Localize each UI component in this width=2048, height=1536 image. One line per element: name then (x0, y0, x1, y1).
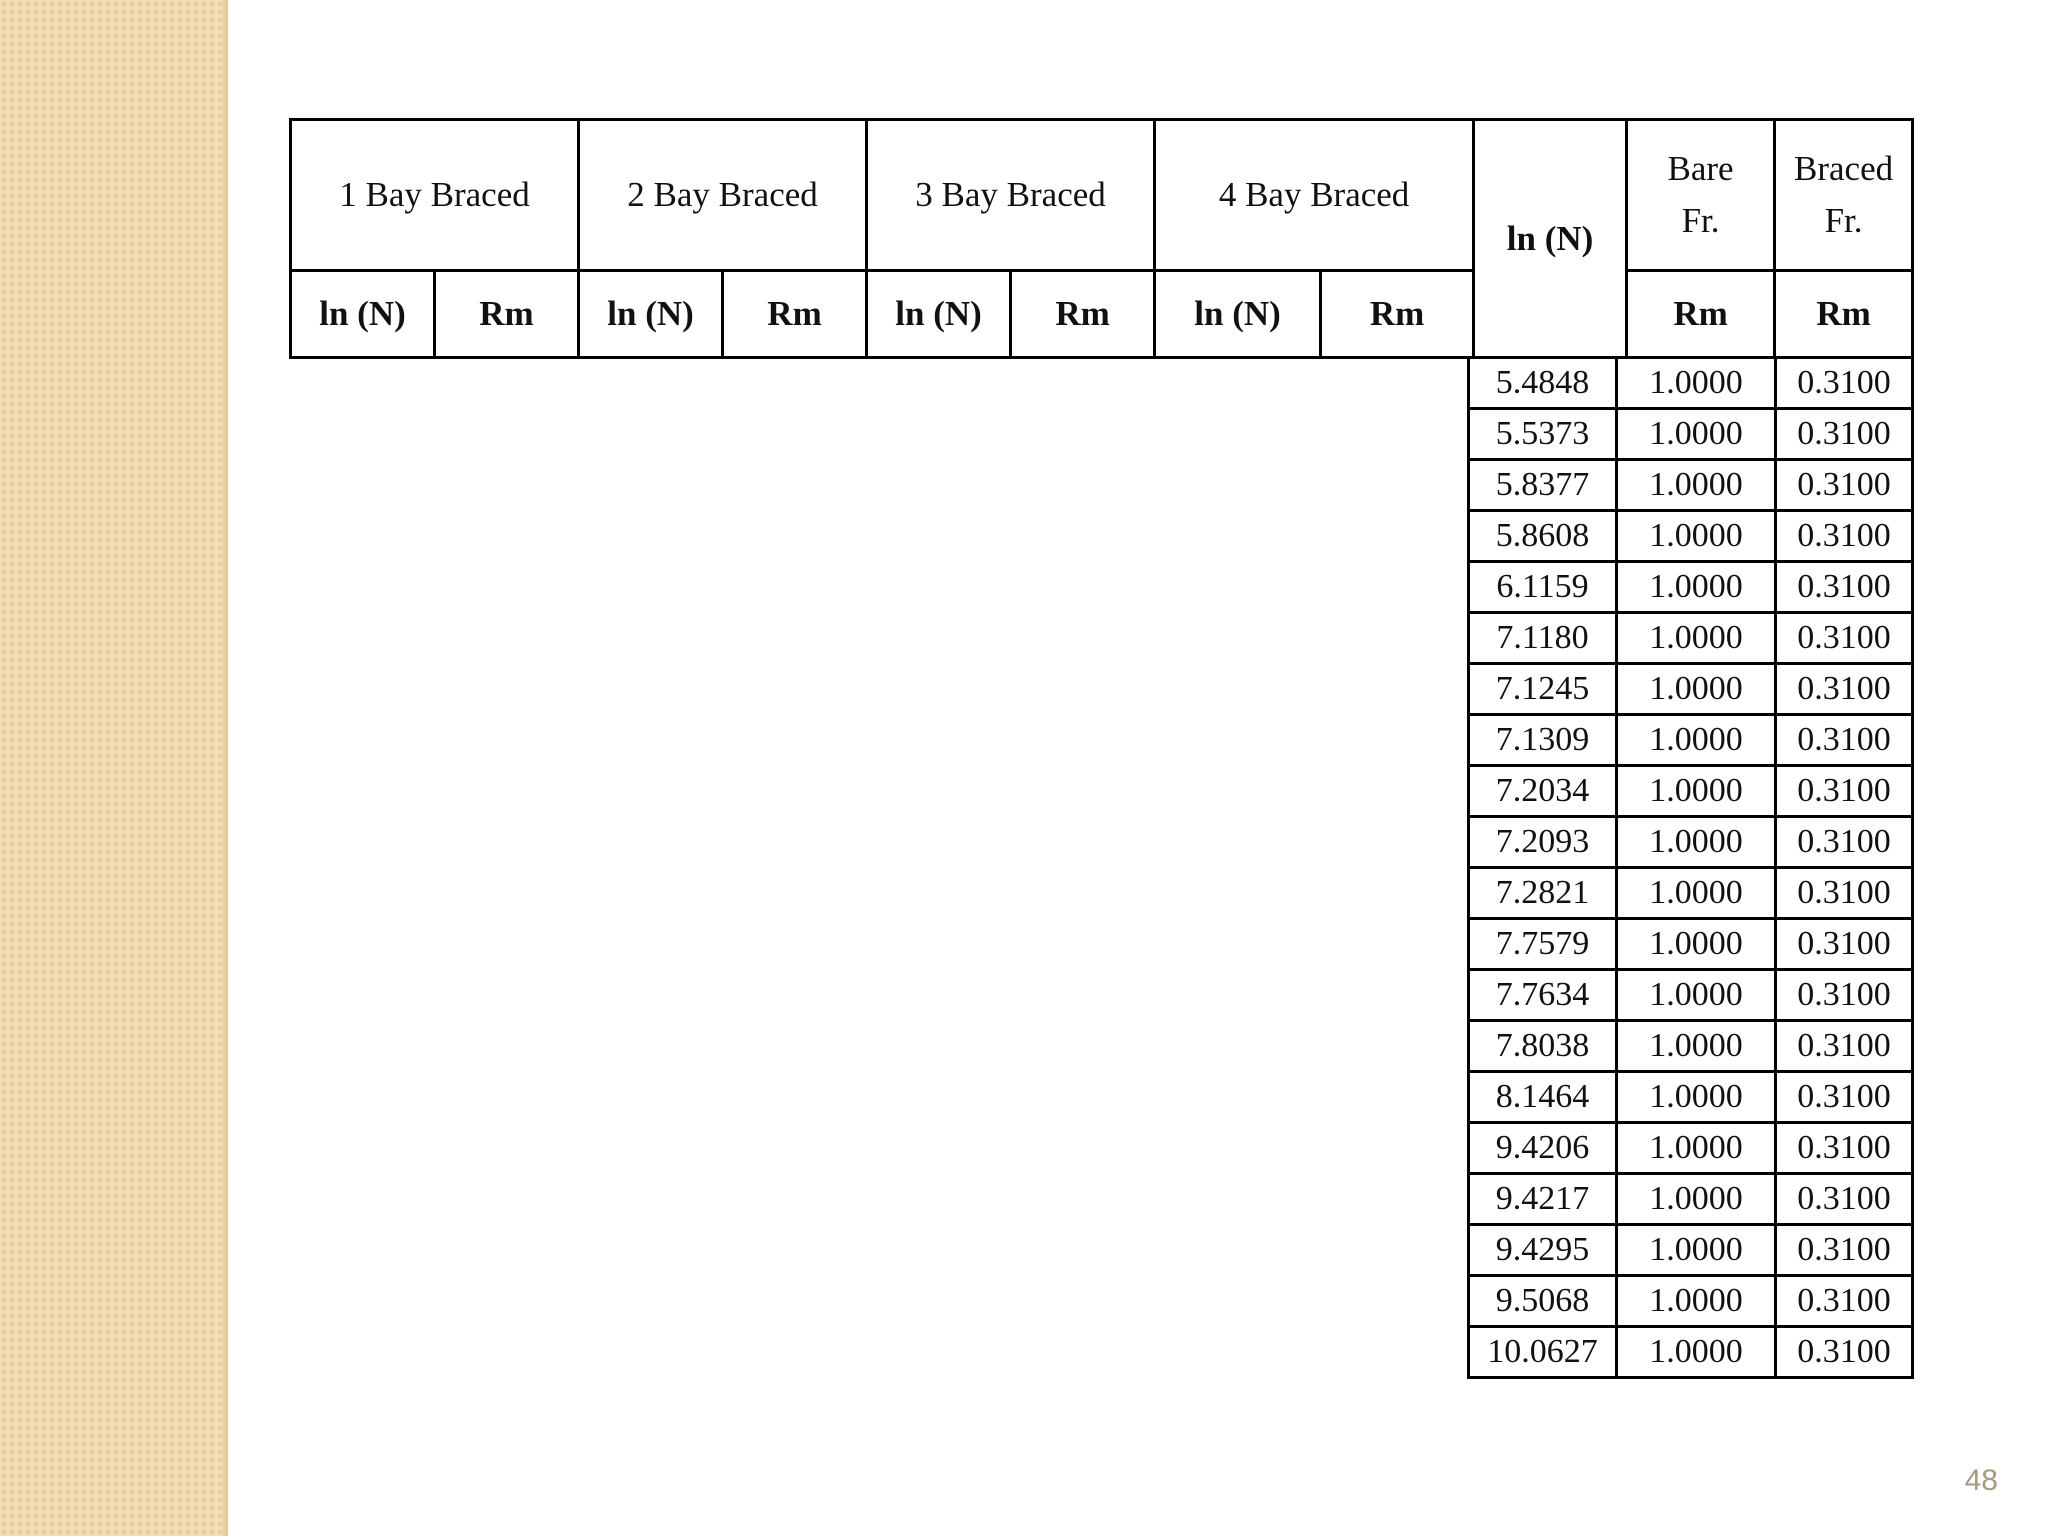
sub-header-bare-rm: Rm (1627, 271, 1775, 358)
braced-rm-cell: 0.3100 (1776, 715, 1913, 766)
braced-rm-cell: 0.3100 (1776, 664, 1913, 715)
bare-rm-cell: 1.0000 (1617, 970, 1776, 1021)
bare-rm-cell: 1.0000 (1617, 613, 1776, 664)
ln-value-cell: 7.2034 (1469, 766, 1617, 817)
table-row (1469, 1123, 1913, 1174)
braced-rm-cell: 0.3100 (1776, 409, 1913, 460)
bare-rm-cell: 1.0000 (1617, 919, 1776, 970)
ln-value-cell: 7.7634 (1469, 970, 1617, 1021)
bare-rm-cell: 1.0000 (1617, 664, 1776, 715)
table-row (1469, 664, 1913, 715)
group-header-3-bay: 3 Bay Braced (867, 120, 1155, 271)
bare-rm-cell: 1.0000 (1617, 715, 1776, 766)
ln-value-cell: 9.4206 (1469, 1123, 1617, 1174)
table-row (1469, 613, 1913, 664)
bare-rm-cell: 1.0000 (1617, 766, 1776, 817)
sub-header-4-bay-ln: ln (N) (1155, 271, 1321, 358)
ln-value-cell: 5.4848 (1469, 358, 1617, 409)
table-row (1469, 358, 1913, 409)
table-row (1469, 1174, 1913, 1225)
table-row (1469, 1021, 1913, 1072)
bare-rm-cell: 1.0000 (1617, 868, 1776, 919)
braced-rm-cell: 0.3100 (1776, 613, 1913, 664)
sub-header-2-bay-rm: Rm (723, 271, 867, 358)
ln-value-cell: 6.1159 (1469, 562, 1617, 613)
braced-rm-cell: 0.3100 (1776, 1174, 1913, 1225)
table-row (1469, 460, 1913, 511)
group-header-4-bay: 4 Bay Braced (1155, 120, 1474, 271)
braced-header-line-1: Braced (1794, 149, 1894, 188)
bare-header-line-1: Bare (1667, 149, 1734, 188)
bare-rm-cell: 1.0000 (1617, 511, 1776, 562)
sub-header-1-bay-rm: Rm (435, 271, 579, 358)
bare-rm-cell: 1.0000 (1617, 1225, 1776, 1276)
ln-value-cell: 7.1180 (1469, 613, 1617, 664)
braced-rm-cell: 0.3100 (1776, 562, 1913, 613)
table-row (1469, 562, 1913, 613)
braced-rm-cell: 0.3100 (1776, 358, 1913, 409)
ln-value-cell: 5.8608 (1469, 511, 1617, 562)
ln-value-cell: 7.1245 (1469, 664, 1617, 715)
bare-rm-cell: 1.0000 (1617, 409, 1776, 460)
braced-rm-cell: 0.3100 (1776, 1123, 1913, 1174)
ln-value-cell: 10.0627 (1469, 1327, 1617, 1378)
bare-rm-cell: 1.0000 (1617, 1174, 1776, 1225)
side-band-edge (222, 0, 228, 1536)
ln-value-cell: 7.8038 (1469, 1021, 1617, 1072)
braced-frame-header (1775, 120, 1913, 271)
bare-rm-cell: 1.0000 (1617, 562, 1776, 613)
group-header-2-bay: 2 Bay Braced (579, 120, 867, 271)
table-row (1469, 817, 1913, 868)
braced-rm-cell: 0.3100 (1776, 1225, 1913, 1276)
sub-header-1-bay-ln: ln (N) (291, 271, 435, 358)
braced-header-line-2: Fr. (1824, 201, 1863, 240)
bare-frame-header (1627, 120, 1775, 271)
braced-rm-cell: 0.3100 (1776, 1276, 1913, 1327)
ln-value-cell: 7.2093 (1469, 817, 1617, 868)
ln-value-cell: 9.5068 (1469, 1276, 1617, 1327)
bare-rm-cell: 1.0000 (1617, 1021, 1776, 1072)
ln-value-cell: 9.4295 (1469, 1225, 1617, 1276)
bare-rm-cell: 1.0000 (1617, 460, 1776, 511)
sub-header-3-bay-ln: ln (N) (867, 271, 1011, 358)
bare-rm-cell: 1.0000 (1617, 817, 1776, 868)
bare-rm-cell: 1.0000 (1617, 358, 1776, 409)
braced-rm-cell: 0.3100 (1776, 970, 1913, 1021)
braced-rm-cell: 0.3100 (1776, 511, 1913, 562)
ln-value-cell: 8.1464 (1469, 1072, 1617, 1123)
bare-rm-cell: 1.0000 (1617, 1123, 1776, 1174)
table-row (1469, 1225, 1913, 1276)
braced-rm-cell: 0.3100 (1776, 817, 1913, 868)
ln-value-cell: 7.7579 (1469, 919, 1617, 970)
data-table (1467, 356, 1914, 1379)
table-row (1469, 1072, 1913, 1123)
table-row (1469, 1327, 1913, 1378)
ln-value-cell: 9.4217 (1469, 1174, 1617, 1225)
table-row (1469, 511, 1913, 562)
bare-rm-cell: 1.0000 (1617, 1276, 1776, 1327)
sub-header-braced-rm: Rm (1775, 271, 1913, 358)
ln-column-header: ln (N) (1474, 120, 1627, 358)
sub-header-2-bay-ln: ln (N) (579, 271, 723, 358)
page-number: 48 (1964, 1464, 1998, 1497)
braced-rm-cell: 0.3100 (1776, 460, 1913, 511)
braced-rm-cell: 0.3100 (1776, 1021, 1913, 1072)
braced-rm-cell: 0.3100 (1776, 1072, 1913, 1123)
table-row (1469, 766, 1913, 817)
bare-rm-cell: 1.0000 (1617, 1072, 1776, 1123)
table-row (1469, 715, 1913, 766)
table-row (1469, 868, 1913, 919)
ln-value-cell: 7.1309 (1469, 715, 1617, 766)
sub-header-4-bay-rm: Rm (1321, 271, 1474, 358)
table-row (1469, 970, 1913, 1021)
data-table-body (1469, 358, 1913, 1378)
braced-rm-cell: 0.3100 (1776, 868, 1913, 919)
sub-header-3-bay-rm: Rm (1011, 271, 1155, 358)
group-header-1-bay: 1 Bay Braced (291, 120, 579, 271)
ln-value-cell: 7.2821 (1469, 868, 1617, 919)
table-row (1469, 1276, 1913, 1327)
table-row (1469, 919, 1913, 970)
bare-rm-cell: 1.0000 (1617, 1327, 1776, 1378)
braced-rm-cell: 0.3100 (1776, 766, 1913, 817)
bare-header-line-2: Fr. (1681, 201, 1720, 240)
braced-rm-cell: 0.3100 (1776, 1327, 1913, 1378)
ln-value-cell: 5.8377 (1469, 460, 1617, 511)
decorative-side-band (0, 0, 228, 1536)
braced-rm-cell: 0.3100 (1776, 919, 1913, 970)
header-table (289, 118, 1914, 359)
table-row (1469, 409, 1913, 460)
ln-value-cell: 5.5373 (1469, 409, 1617, 460)
